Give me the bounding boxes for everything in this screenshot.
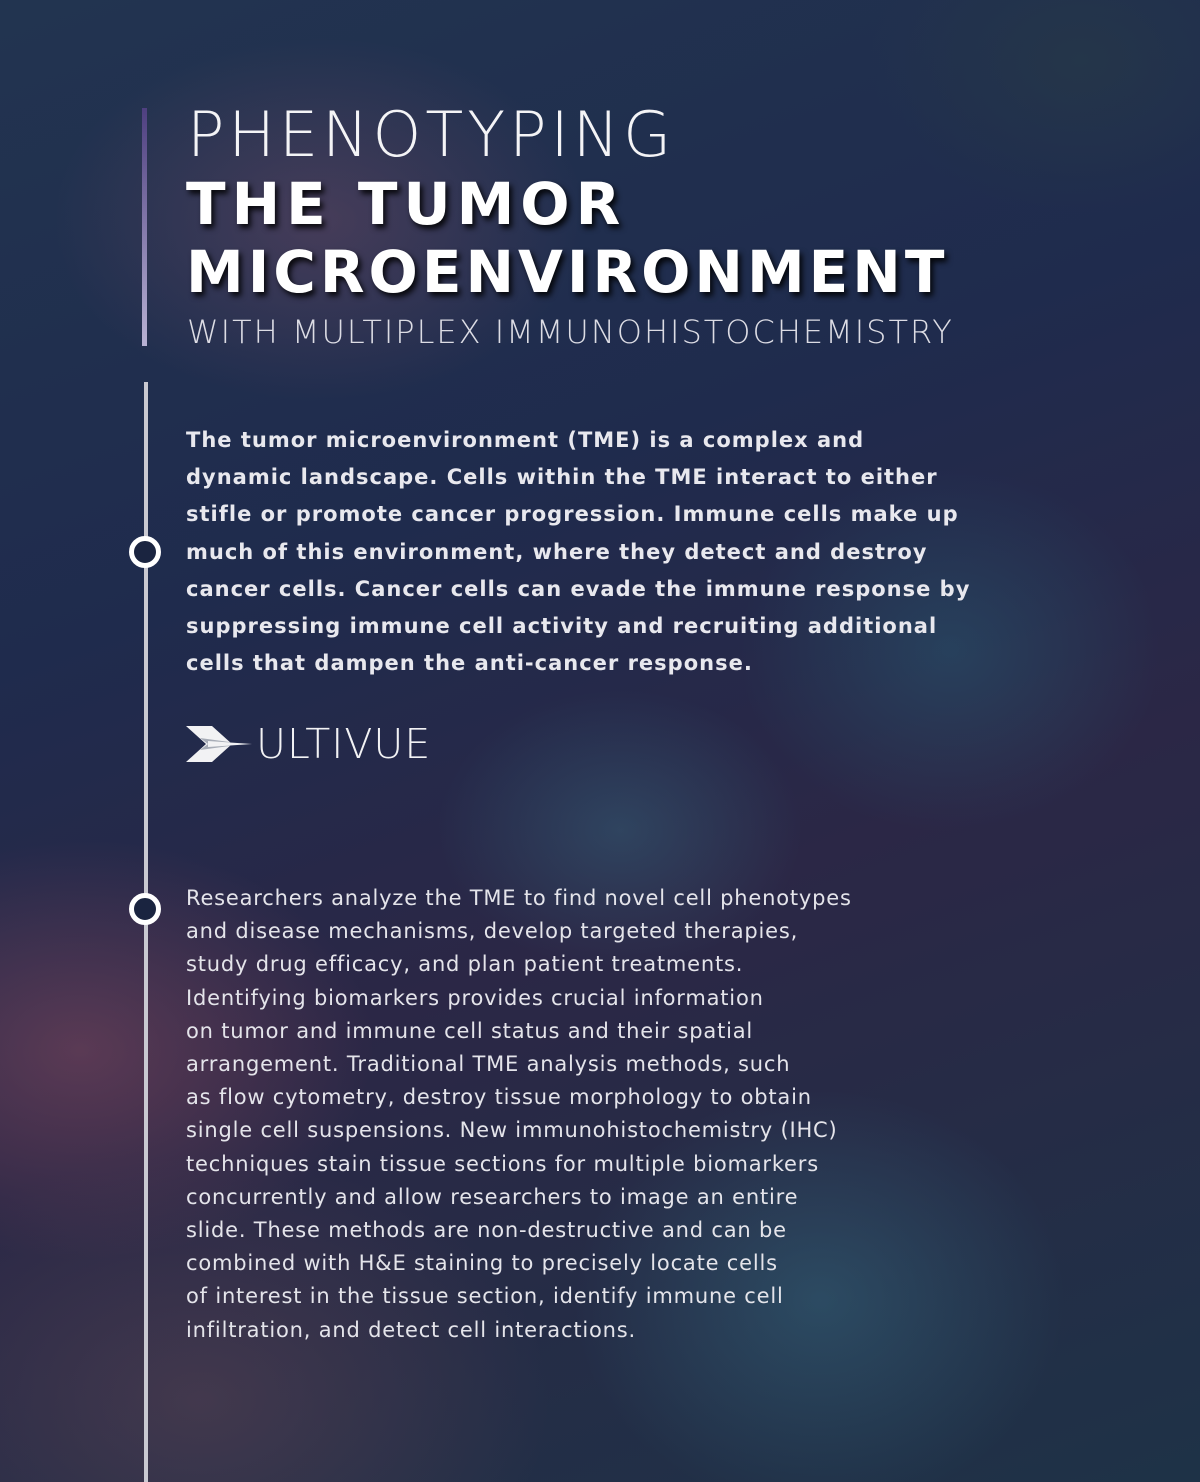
intro-line: dynamic landscape. Cells within the TME interact to either	[186, 465, 938, 490]
ultivue-logo	[186, 719, 432, 768]
timeline-node-2	[129, 893, 161, 925]
body-line: Identifying biomarkers provides crucial information	[186, 985, 764, 1010]
body-line: study drug efficacy, and plan patient treatments.	[186, 952, 744, 977]
body-line: and disease mechanisms, develop targeted therapies,	[186, 919, 799, 944]
body-line: of interest in the tissue section, identify immune cell	[186, 1284, 784, 1309]
title-accent-bar	[142, 108, 147, 346]
intro-line: The tumor microenvironment (TME) is a complex and	[186, 428, 865, 452]
intro-line: much of this environment, where they detect and destroy	[186, 539, 928, 564]
body-paragraph	[186, 882, 1046, 1347]
intro-line: cancer cells. Cancer cells can evade the immune response by	[186, 576, 971, 601]
title-phenotyping: PHENOTYPING	[187, 98, 676, 171]
body-line: single cell suspensions. New immunohistochemistry (IHC)	[186, 1118, 838, 1143]
body-line: infiltration, and detect cell interactions.	[186, 1317, 636, 1342]
intro-line: suppressing immune cell activity and recruiting additional	[186, 614, 938, 639]
ultivue-logo-text: ULTIVUE	[256, 719, 432, 768]
title-microenvironment: MICROENVIRONMENT	[186, 238, 949, 306]
intro-paragraph	[186, 422, 1046, 682]
title-the-tumor: THE TUMOR	[186, 170, 627, 238]
intro-line: stifle or promote cancer progression. Immune cells make up	[186, 502, 959, 527]
body-line: combined with H&E staining to precisely locate cells	[186, 1251, 778, 1276]
body-line: Researchers analyze the TME to find novel cell phenotypes	[186, 886, 852, 910]
intro-line: cells that dampen the anti-cancer response.	[186, 651, 753, 676]
body-line: arrangement. Traditional TME analysis methods, such	[186, 1052, 791, 1077]
body-line: concurrently and allow researchers to image an entire	[186, 1184, 799, 1209]
body-line: techniques stain tissue sections for multiple biomarkers	[186, 1151, 819, 1176]
body-line: slide. These methods are non-destructive and can be	[186, 1218, 787, 1243]
body-line: on tumor and immune cell status and their spatial	[186, 1018, 754, 1043]
subtitle: WITH MULTIPLEX IMMUNOHISTOCHEMISTRY	[187, 313, 954, 351]
timeline-node-1	[129, 536, 161, 568]
body-line: as flow cytometry, destroy tissue morphology to obtain	[186, 1085, 812, 1110]
ultivue-arrow-icon	[186, 724, 252, 764]
